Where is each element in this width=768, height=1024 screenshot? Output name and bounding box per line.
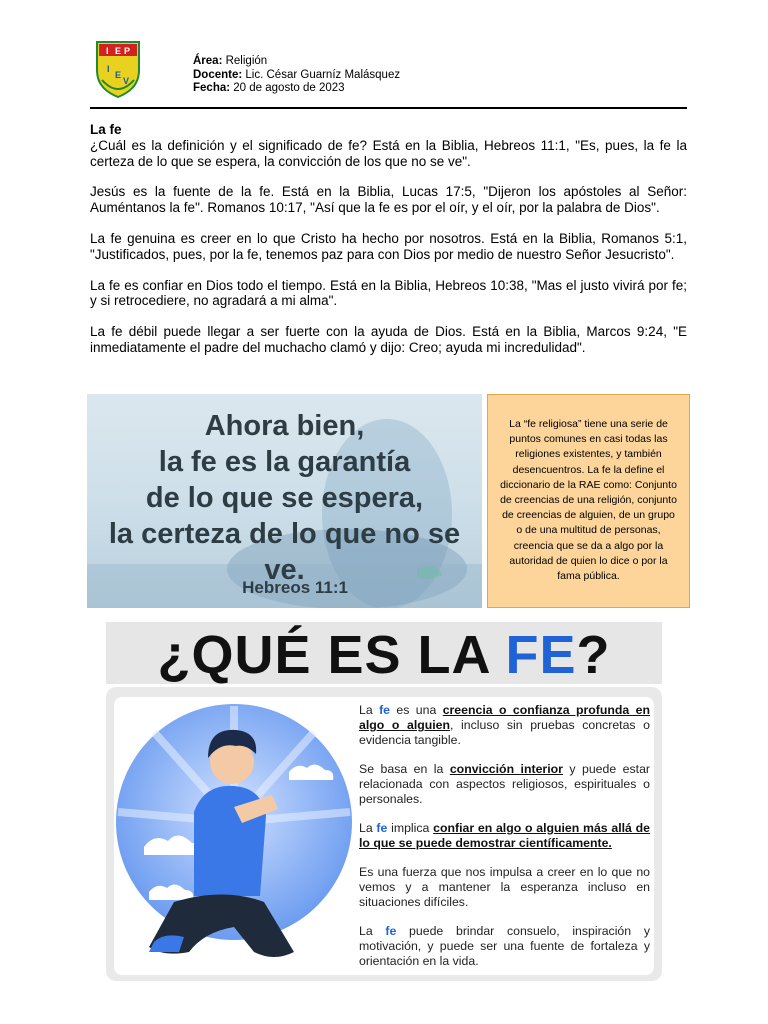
school-shield-logo [94,40,142,98]
info-paragraph [359,762,650,807]
keyword-fe: fe [385,924,397,938]
logo-letter: V [123,76,130,86]
header-divider [90,107,687,109]
quote-reference: Hebreos 11:1 [242,578,348,597]
teacher-label: Docente: [193,68,243,81]
underlined-phrase: convicción interior [449,762,563,776]
teacher-value: Lic. César Guarníz Malásquez [245,68,401,81]
area-value: Religión [225,55,268,67]
info-paragraph [359,703,650,748]
article-title: La fe [90,122,122,137]
bible-quote-image [87,394,482,608]
text-run: puede brindar consuelo, inspiración y motivación, y puede ser una fuente de fortaleza y orientación en la vida. [359,924,650,968]
text-run: Se basa en la [359,762,450,776]
logo-letter: I [107,64,110,74]
keyword-fe: fe [379,703,391,717]
text-run: , incluso sin pruebas concretas o evidencia tangible. [359,718,650,747]
text-run: La [359,924,386,938]
date-label: Fecha: [193,82,231,94]
info-paragraph: Es una fuerza que nos impulsa a creer en lo que no vemos y a mantener la esperanza incluso en situaciones difíciles. [359,865,650,909]
infographic-text [359,703,650,983]
info-paragraph [359,821,650,851]
article-paragraph: Jesús es la fuente de la fe. Está en la Biblia, Lucas 17:5, "Dijeron los apóstoles al Señor: Auméntanos la fe". Romanos 10:17, "Así que la fe es por el oír, y el oír, por la palabra de Dios". [90,184,687,216]
praying-man-illustration [114,702,354,972]
teacher-line [193,69,400,83]
article-paragraph: La fe débil puede llegar a ser fuerte con la ayuda de Dios. Está en la Biblia, Marcos 9:24, "E inmediatamente el padre del muchacho clamó y dijo: Creo; ayuda mi incredulidad". [90,324,687,355]
infographic-title [106,622,662,688]
title-suffix: ? [576,625,611,685]
text-run: La [359,821,377,835]
underlined-phrase: creencia o confianza profunda en algo o alguien [359,703,650,732]
document-meta [193,55,400,96]
quote-line: la fe es la garantía [158,446,411,478]
quote-text [87,408,482,588]
rae-definition-box: La “fe religiosa” tiene una serie de puntos comunes en casi todas las religiones existentes, y también desencuentros. La fe la define el diccionario de la RAE como: Conjunto de creencias de una religión, conjunto de creencias de alguien, de un grupo o de una multitud de personas, creencia que se da a algo por la autoridad de quien lo dice o por la fama pública. [487,394,690,608]
date-value: 20 de agosto de 2023 [233,82,345,94]
logo-letter: P [124,46,131,56]
quote-line: de lo que se espera, [145,482,424,514]
article [90,122,687,371]
article-paragraph: La fe genuina es creer en lo que Cristo ha hecho por nosotros. Está en la Biblia, Romanos 5:1, "Justificados, pues, por la fe, tenemos paz para con Dios por medio de nuestro Señor Jesucristo". [90,230,687,262]
text-run: La [359,703,380,717]
area-line [193,55,400,69]
article-paragraph: ¿Cuál es la definición y el significado de fe? Está en la Biblia, Hebreos 11:1, "Es, pues, la fe la certeza de lo que se espera, la convicción de los que no se ve". [90,137,687,169]
keyword-fe: fe [376,821,388,835]
info-paragraph [359,924,650,969]
article-paragraph: La fe es confiar en Dios todo el tiempo. Está en la Biblia, Hebreos 10:38, "Mas el justo vivirá por fe; y si retrocediere, no agradará a mi alma". [90,277,687,309]
logo-letter: E [115,46,122,56]
title-prefix: ¿QUÉ ES LA [157,625,506,685]
text-run: es una [390,703,443,717]
underlined-phrase: confiar en algo o alguien más allá de lo que se puede demostrar científicamente. [359,821,650,850]
quote-line: Ahora bien, [204,410,365,442]
quote-line: la certeza de lo que no se ve. [108,518,461,586]
title-highlight: FE [505,625,577,685]
logo-letter: E [115,70,122,80]
date-line [193,82,400,96]
text-run: implica [387,821,434,835]
text-run: y puede estar relacionada con aspectos religiosos, espirituales o personales. [359,762,651,806]
logo-letter: I [106,46,109,56]
area-label: Área: [193,55,223,67]
